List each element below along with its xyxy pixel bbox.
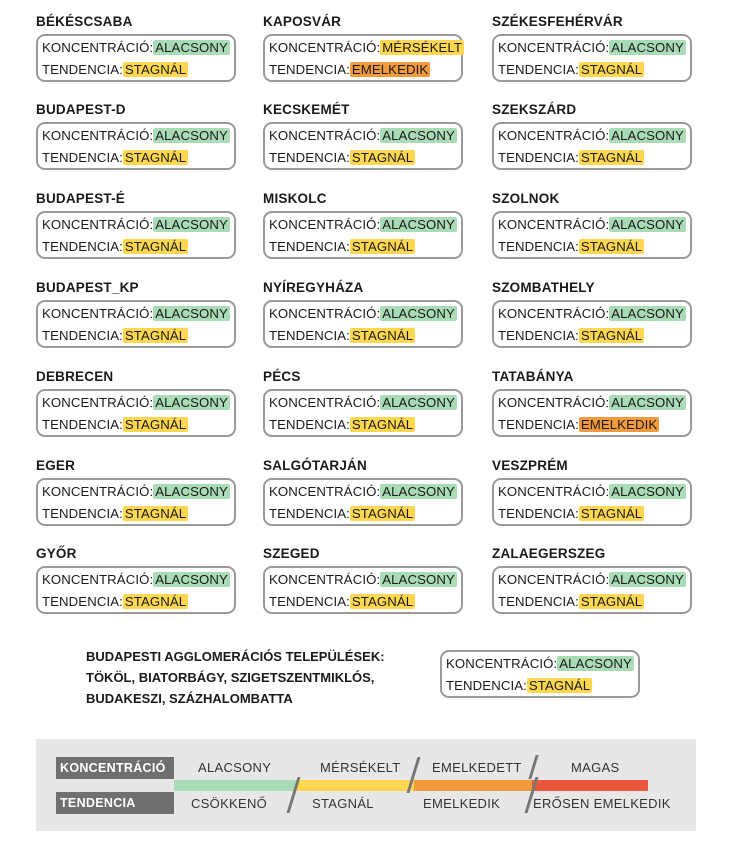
trend-badge: STAGNÁL	[351, 239, 414, 254]
concentration-row	[498, 128, 686, 143]
trend-badge: STAGNÁL	[580, 506, 643, 521]
trend-row	[498, 62, 644, 77]
trend-row	[42, 150, 188, 165]
concentration-label: KONCENTRÁCIÓ:	[498, 217, 610, 232]
trend-badge: STAGNÁL	[351, 417, 414, 432]
concentration-row	[498, 395, 686, 410]
status-card	[440, 650, 640, 698]
trend-row	[498, 328, 644, 343]
concentration-label: KONCENTRÁCIÓ:	[498, 395, 610, 410]
concentration-row	[42, 40, 230, 55]
concentration-badge: MÉRSÉKELT	[382, 40, 463, 55]
city-name: EGER	[36, 458, 76, 473]
concentration-label: KONCENTRÁCIÓ:	[42, 128, 154, 143]
trend-label: TENDENCIA:	[498, 328, 579, 343]
trend-label: TENDENCIA:	[269, 417, 350, 432]
concentration-badge: ALACSONY	[611, 395, 684, 410]
trend-row	[42, 417, 188, 432]
trend-row	[498, 417, 659, 432]
concentration-badge: ALACSONY	[382, 128, 455, 143]
city-name: BUDAPEST_KP	[36, 280, 139, 295]
legend-trend-label: TENDENCIA	[56, 792, 174, 814]
city-name: SZOMBATHELY	[492, 280, 595, 295]
status-card	[36, 122, 236, 170]
concentration-row	[42, 306, 230, 321]
concentration-label: KONCENTRÁCIÓ:	[498, 128, 610, 143]
trend-badge: STAGNÁL	[124, 594, 187, 609]
trend-badge: STAGNÁL	[124, 150, 187, 165]
city-name: BUDAPEST-D	[36, 102, 126, 117]
concentration-badge: ALACSONY	[611, 306, 684, 321]
status-card	[492, 211, 692, 259]
concentration-badge: ALACSONY	[155, 40, 228, 55]
trend-label: TENDENCIA:	[498, 150, 579, 165]
trend-badge: EMELKEDIK	[351, 62, 429, 77]
trend-row	[269, 328, 415, 343]
trend-row	[42, 594, 188, 609]
status-card	[492, 300, 692, 348]
legend-trend-level: EMELKEDIK	[423, 796, 501, 811]
trend-badge: STAGNÁL	[580, 328, 643, 343]
city-name: SZOLNOK	[492, 191, 560, 206]
trend-row	[269, 506, 415, 521]
legend-color-yellow	[296, 780, 414, 791]
legend-concentration-level: ALACSONY	[198, 760, 272, 775]
trend-label: TENDENCIA:	[42, 417, 123, 432]
trend-row	[269, 62, 430, 77]
city-name: MISKOLC	[263, 191, 327, 206]
city-name: BUDAPEST-É	[36, 191, 126, 206]
trend-row	[498, 150, 644, 165]
status-card	[36, 566, 236, 614]
trend-row	[446, 678, 592, 693]
legend	[36, 739, 696, 831]
concentration-row	[42, 572, 230, 587]
concentration-row	[42, 484, 230, 499]
trend-row	[269, 594, 415, 609]
trend-badge: STAGNÁL	[580, 239, 643, 254]
legend-concentration-level: MAGAS	[571, 760, 620, 775]
trend-label: TENDENCIA:	[42, 328, 123, 343]
concentration-label: KONCENTRÁCIÓ:	[42, 572, 154, 587]
concentration-row	[446, 656, 634, 671]
city-name: NYÍREGYHÁZA	[263, 280, 364, 295]
concentration-label: KONCENTRÁCIÓ:	[269, 572, 381, 587]
city-name: VESZPRÉM	[492, 458, 568, 473]
status-card	[263, 34, 463, 82]
trend-badge: STAGNÁL	[580, 594, 643, 609]
concentration-row	[269, 217, 457, 232]
city-name: SZEGED	[263, 546, 320, 561]
status-card	[492, 122, 692, 170]
trend-badge: STAGNÁL	[351, 328, 414, 343]
trend-badge: STAGNÁL	[124, 328, 187, 343]
legend-concentration-level: MÉRSÉKELT	[320, 760, 401, 775]
concentration-label: KONCENTRÁCIÓ:	[42, 40, 154, 55]
trend-row	[42, 239, 188, 254]
concentration-label: KONCENTRÁCIÓ:	[498, 484, 610, 499]
status-card	[263, 566, 463, 614]
concentration-badge: ALACSONY	[382, 572, 455, 587]
status-card	[263, 389, 463, 437]
concentration-badge: ALACSONY	[155, 128, 228, 143]
status-card	[36, 300, 236, 348]
trend-badge: STAGNÁL	[351, 506, 414, 521]
concentration-row	[42, 217, 230, 232]
trend-badge: STAGNÁL	[351, 150, 414, 165]
trend-row	[42, 328, 188, 343]
concentration-label: KONCENTRÁCIÓ:	[42, 484, 154, 499]
legend-concentration-label: KONCENTRÁCIÓ	[56, 757, 174, 779]
status-card	[492, 34, 692, 82]
city-name: SZÉKESFEHÉRVÁR	[492, 14, 623, 29]
concentration-badge: ALACSONY	[155, 306, 228, 321]
trend-label: TENDENCIA:	[498, 417, 579, 432]
trend-label: TENDENCIA:	[42, 239, 123, 254]
legend-trend-level: ERŐSEN EMELKEDIK	[533, 796, 671, 811]
concentration-label: KONCENTRÁCIÓ:	[269, 395, 381, 410]
concentration-label: KONCENTRÁCIÓ:	[269, 217, 381, 232]
concentration-row	[269, 128, 457, 143]
concentration-badge: ALACSONY	[155, 484, 228, 499]
trend-row	[269, 417, 415, 432]
trend-row	[498, 239, 644, 254]
concentration-row	[269, 40, 464, 55]
trend-label: TENDENCIA:	[446, 678, 527, 693]
trend-label: TENDENCIA:	[269, 239, 350, 254]
trend-label: TENDENCIA:	[42, 62, 123, 77]
trend-badge: STAGNÁL	[124, 417, 187, 432]
concentration-label: KONCENTRÁCIÓ:	[269, 128, 381, 143]
trend-label: TENDENCIA:	[42, 506, 123, 521]
status-card	[263, 300, 463, 348]
concentration-row	[42, 395, 230, 410]
concentration-row	[498, 40, 686, 55]
trend-label: TENDENCIA:	[498, 506, 579, 521]
status-card	[492, 389, 692, 437]
trend-label: TENDENCIA:	[269, 150, 350, 165]
concentration-label: KONCENTRÁCIÓ:	[446, 656, 558, 671]
trend-label: TENDENCIA:	[269, 506, 350, 521]
city-name: TATABÁNYA	[492, 369, 574, 384]
concentration-label: KONCENTRÁCIÓ:	[269, 306, 381, 321]
trend-label: TENDENCIA:	[269, 328, 350, 343]
trend-row	[498, 506, 644, 521]
agglomeration-title-line: TÖKÖL, BIATORBÁGY, SZIGETSZENTMIKLÓS,	[86, 670, 375, 685]
concentration-badge: ALACSONY	[559, 656, 632, 671]
trend-badge: STAGNÁL	[124, 506, 187, 521]
status-card	[263, 122, 463, 170]
trend-row	[498, 594, 644, 609]
status-card	[492, 478, 692, 526]
concentration-badge: ALACSONY	[611, 217, 684, 232]
agglomeration-title-line: BUDAKESZI, SZÁZHALOMBATTA	[86, 691, 293, 706]
legend-divider	[528, 755, 538, 779]
city-name: KECSKEMÉT	[263, 102, 350, 117]
legend-color-red	[532, 780, 648, 791]
trend-label: TENDENCIA:	[498, 594, 579, 609]
city-name: GYŐR	[36, 546, 77, 561]
trend-label: TENDENCIA:	[269, 594, 350, 609]
trend-row	[42, 62, 188, 77]
trend-badge: STAGNÁL	[580, 62, 643, 77]
concentration-row	[498, 306, 686, 321]
concentration-label: KONCENTRÁCIÓ:	[498, 306, 610, 321]
trend-row	[42, 506, 188, 521]
concentration-label: KONCENTRÁCIÓ:	[269, 40, 381, 55]
legend-color-green	[174, 780, 296, 791]
concentration-row	[269, 395, 457, 410]
status-card	[36, 478, 236, 526]
trend-badge: EMELKEDIK	[580, 417, 658, 432]
trend-label: TENDENCIA:	[498, 239, 579, 254]
status-card	[36, 34, 236, 82]
trend-badge: STAGNÁL	[351, 594, 414, 609]
concentration-label: KONCENTRÁCIÓ:	[498, 40, 610, 55]
trend-label: TENDENCIA:	[42, 150, 123, 165]
concentration-badge: ALACSONY	[155, 217, 228, 232]
concentration-label: KONCENTRÁCIÓ:	[498, 572, 610, 587]
city-name: DEBRECEN	[36, 369, 114, 384]
trend-badge: STAGNÁL	[580, 150, 643, 165]
trend-badge: STAGNÁL	[124, 62, 187, 77]
city-name: KAPOSVÁR	[263, 14, 342, 29]
concentration-badge: ALACSONY	[382, 484, 455, 499]
status-card	[36, 211, 236, 259]
city-name: ZALAEGERSZEG	[492, 546, 606, 561]
city-name: SALGÓTARJÁN	[263, 458, 367, 473]
trend-label: TENDENCIA:	[42, 594, 123, 609]
status-card	[36, 389, 236, 437]
legend-trend-level: STAGNÁL	[312, 796, 374, 811]
legend-color-orange	[414, 780, 532, 791]
concentration-row	[498, 572, 686, 587]
trend-row	[269, 239, 415, 254]
trend-row	[269, 150, 415, 165]
concentration-badge: ALACSONY	[611, 128, 684, 143]
agglomeration-title	[86, 646, 426, 709]
trend-badge: STAGNÁL	[528, 678, 591, 693]
city-name: PÉCS	[263, 369, 301, 384]
concentration-badge: ALACSONY	[382, 306, 455, 321]
status-card	[492, 566, 692, 614]
concentration-label: KONCENTRÁCIÓ:	[42, 395, 154, 410]
trend-label: TENDENCIA:	[269, 62, 350, 77]
concentration-label: KONCENTRÁCIÓ:	[42, 217, 154, 232]
concentration-badge: ALACSONY	[611, 40, 684, 55]
city-name: BÉKÉSCSABA	[36, 14, 133, 29]
status-card	[263, 211, 463, 259]
trend-label: TENDENCIA:	[498, 62, 579, 77]
concentration-row	[269, 484, 457, 499]
concentration-row	[498, 217, 686, 232]
city-name: SZEKSZÁRD	[492, 102, 577, 117]
concentration-row	[498, 484, 686, 499]
concentration-label: KONCENTRÁCIÓ:	[42, 306, 154, 321]
agglomeration-title-line: BUDAPESTI AGGLOMERÁCIÓS TELEPÜLÉSEK:	[86, 649, 385, 664]
trend-badge: STAGNÁL	[124, 239, 187, 254]
concentration-badge: ALACSONY	[382, 217, 455, 232]
concentration-badge: ALACSONY	[155, 395, 228, 410]
legend-concentration-level: EMELKEDETT	[432, 760, 522, 775]
concentration-badge: ALACSONY	[155, 572, 228, 587]
concentration-row	[269, 306, 457, 321]
concentration-badge: ALACSONY	[611, 484, 684, 499]
concentration-label: KONCENTRÁCIÓ:	[269, 484, 381, 499]
legend-trend-level: CSÖKKENŐ	[191, 796, 268, 811]
concentration-badge: ALACSONY	[611, 572, 684, 587]
status-card	[263, 478, 463, 526]
concentration-row	[269, 572, 457, 587]
concentration-row	[42, 128, 230, 143]
concentration-badge: ALACSONY	[382, 395, 455, 410]
